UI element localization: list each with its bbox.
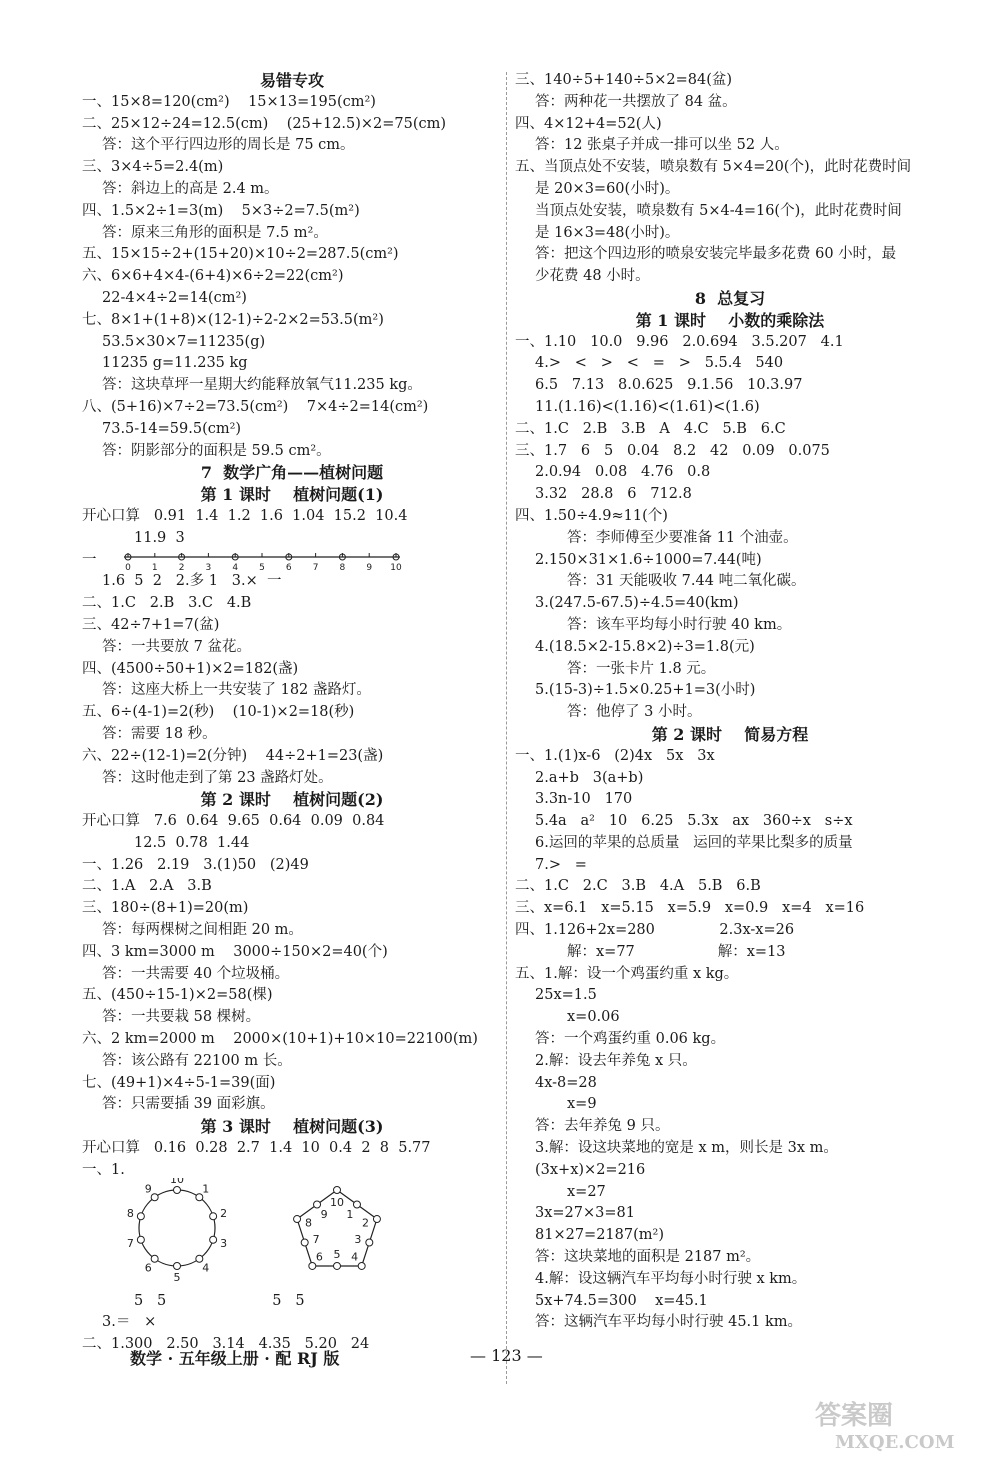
right-line: 答：把这个四边形的喷泉安装完毕最多花费 60 小时，最	[535, 246, 897, 263]
pentagon-label	[334, 1248, 341, 1261]
pentagon-label	[316, 1250, 323, 1263]
page-number: — 123 —	[470, 1346, 543, 1365]
right-line: x=9	[567, 1096, 597, 1113]
right-line: 答：他停了 3 小时。	[567, 704, 702, 721]
left-line: 三、180÷(8+1)=20(m)	[82, 900, 249, 917]
left-line: 易错专攻	[259, 71, 324, 90]
left-line: 答：斜边上的高是 2.4 m。	[102, 180, 279, 197]
circle-label	[145, 1261, 152, 1274]
circle-label	[202, 1261, 209, 1274]
circle-label	[127, 1206, 134, 1219]
right-line: 答：一张卡片 1.8 元。	[567, 660, 716, 677]
left-line: 五、15×15÷2+(15+20)×10÷2=287.5(cm²)	[82, 246, 399, 263]
circle-tree-marker	[174, 1186, 181, 1193]
left-line: 答：一共需要 40 个垃圾桶。	[102, 965, 290, 982]
left-line: 四、3 km=3000 m 3000÷150×2=40(个)	[82, 943, 388, 960]
right-line: 四、1.126+2x=280 2.3x-x=26	[515, 922, 795, 939]
right-line: 二、1.C 2.B 3.B A 4.C 5.B 6.C	[515, 420, 786, 437]
left-line: 答：这座大桥上一共安装了 182 盏路灯。	[102, 682, 371, 699]
right-line: 是 20×3=60(小时)。	[535, 180, 680, 197]
left-line: 七、(49+1)×4÷5-1=39(面)	[82, 1074, 276, 1091]
left-line: 答：原来三角形的面积是 7.5 m²。	[102, 224, 328, 241]
column-divider	[506, 72, 507, 1384]
circle-label	[127, 1237, 134, 1250]
left-line: 答：阴影部分的面积是 59.5 cm²。	[102, 442, 331, 459]
left-line: 7 数学广角——植树问题	[200, 463, 384, 483]
left-line: 六、6×6+4×4-(6+4)×6÷2=22(cm²)	[82, 268, 344, 285]
right-line: 5x+74.5=300 x=45.1	[535, 1292, 708, 1309]
left-line: 答：这时他走到了第 23 盏路灯处。	[102, 769, 333, 786]
right-line: 2.a+b 3(a+b)	[535, 769, 644, 786]
left-line: 一、15×8=120(cm²) 15×13=195(cm²)	[82, 93, 376, 110]
pentagon-label	[346, 1208, 353, 1221]
right-line: 3.32 28.8 6 712.8	[535, 486, 692, 503]
right-line: 四、1.50÷4.9≈11(个)	[515, 507, 668, 524]
book-title: 数学 · 五年级上册 · 配 RJ 版	[130, 1349, 340, 1368]
circle-tree-marker	[151, 1255, 158, 1262]
right-line: 5.4a a² 10 6.25 5.3x ax 360÷x s÷x	[535, 813, 853, 830]
left-line: 3.＝ ×	[102, 1314, 157, 1331]
circle-tree-marker	[174, 1262, 181, 1269]
left-line: 答：一共要放 7 盆花。	[102, 638, 251, 655]
left-line: 答：该公路有 22100 m 长。	[102, 1052, 292, 1069]
right-line: 当顶点处安装，喷泉数有 5×4-4=16(个)，此时花费时间	[535, 202, 902, 219]
right-line: 三、1.7 6 5 0.04 8.2 42 0.09 0.075	[515, 442, 830, 459]
right-line: 答：31 天能吸收 7.44 吨二氧化碳。	[567, 573, 806, 590]
circle-tree-marker	[137, 1212, 144, 1219]
right-line: 25x=1.5	[535, 987, 597, 1004]
left-line: 二、1.A 2.A 3.B	[82, 878, 212, 895]
circle-tree-marker	[137, 1236, 144, 1243]
pentagon-tree-marker	[334, 1186, 341, 1193]
right-line: 3.3n-10 170	[535, 791, 633, 808]
left-line: 六、22÷(12-1)=2(分钟) 44÷2+1=23(盏)	[82, 747, 384, 764]
right-column	[515, 70, 945, 1334]
right-line: 二、1.C 2.C 3.B 4.A 5.B 6.B	[515, 878, 761, 895]
right-line: 答：这辆汽车平均每小时行驶 45.1 km。	[535, 1314, 803, 1331]
pentagon-tree-marker	[353, 1201, 360, 1208]
right-line: 答：两种花一共摆放了 84 盆。	[535, 93, 737, 110]
watermark-brand: 答案圈	[815, 1401, 894, 1431]
tick-label	[366, 563, 372, 572]
right-line: 3x=27×3=81	[535, 1205, 635, 1222]
right-line: 三、x=6.1 x=5.15 x=5.9 x=0.9 x=4 x=16	[515, 900, 865, 917]
pentagon-label	[313, 1232, 320, 1245]
left-line: 答：一共要栽 58 棵树。	[102, 1009, 261, 1026]
right-line: x=27	[567, 1183, 606, 1200]
right-line: (3x+x)×2=216	[535, 1161, 646, 1178]
tick-label	[259, 563, 265, 572]
right-line: 6.运回的苹果的总质量 运回的苹果比梨多的质量	[535, 834, 853, 851]
circle-label	[220, 1237, 227, 1250]
figure-row	[82, 1182, 502, 1204]
right-line: 一、1.10 10.0 9.96 2.0.694 3.5.207 4.1	[515, 333, 844, 350]
right-line: 3.(247.5-67.5)÷4.5=40(km)	[535, 595, 739, 612]
right-line: 是 16×3=48(小时)。	[535, 224, 680, 241]
right-line: 第 2 课时 简易方程	[651, 724, 809, 744]
right-line: 4.解：设这辆汽车平均每小时行驶 x km。	[535, 1270, 807, 1287]
left-line: 答：需要 18 秒。	[102, 725, 217, 742]
pentagon-label	[354, 1232, 361, 1245]
left-line: 答：这块草坪一星期大约能释放氧气11.235 kg。	[102, 377, 422, 394]
left-line: 六、2 km=2000 m 2000×(10+1)+10×10=22100(m)	[82, 1031, 478, 1048]
tick-label	[179, 563, 185, 572]
right-line: 7.> =	[535, 856, 587, 873]
circle-label	[145, 1182, 152, 1195]
pentagon-tree-marker	[358, 1262, 365, 1269]
circle-label	[202, 1182, 209, 1195]
left-line: 第 3 课时 植树问题(3)	[200, 1117, 384, 1137]
right-line: 少花费 48 小时。	[535, 268, 650, 285]
tick-label	[313, 563, 319, 572]
left-line: 四、1.5×2÷1=3(m) 5×3÷2=7.5(m²)	[82, 202, 360, 219]
left-line: 第 2 课时 植树问题(2)	[200, 790, 384, 810]
left-line: 四、(4500÷50+1)×2=182(盏)	[82, 660, 299, 677]
right-line: 四、4×12+4=52(人)	[515, 115, 662, 132]
right-line: 8 总复习	[694, 288, 766, 308]
left-line: 一、1.26 2.19 3.(1)50 (2)49	[82, 856, 309, 873]
left-line: 三、42÷7+1=7(盆)	[82, 616, 220, 633]
pentagon-label	[305, 1216, 312, 1229]
number-line	[102, 550, 402, 572]
circle-tree-marker	[151, 1193, 158, 1200]
right-line: 81×27=2187(m²)	[535, 1227, 664, 1244]
left-column	[82, 70, 502, 1356]
right-line: 3.解：设这块菜地的宽是 x m，则长是 3x m。	[535, 1140, 838, 1157]
left-line: 73.5-14=59.5(cm²)	[102, 420, 242, 437]
right-line: 一、1.(1)x-6 (2)4x 5x 3x	[515, 747, 715, 764]
pentagon-label	[351, 1250, 358, 1263]
pentagon-tree-marker	[373, 1215, 380, 1222]
tick-label	[152, 563, 158, 572]
watermark-site: MXQE.COM	[835, 1432, 955, 1453]
page-footer	[0, 1342, 1000, 1372]
tree-figures	[112, 1178, 412, 1288]
circle-label	[170, 1178, 184, 1186]
circle-label	[174, 1271, 181, 1284]
right-line: 答：12 张桌子并成一排可以坐 52 人。	[535, 137, 789, 154]
right-line: 11.(1.16)<(1.16)<(1.61)<(1.6)	[535, 398, 760, 415]
left-line: 第 1 课时 植树问题(1)	[200, 485, 384, 505]
right-line: 2.解：设去年养兔 x 只。	[535, 1052, 697, 1069]
circle-label	[220, 1206, 227, 1219]
right-line: 4.(18.5×2-15.8×2)÷3=1.8(元)	[535, 638, 755, 655]
left-line: 七、8×1+(1+8)×(12-1)÷2-2×2=53.5(m²)	[82, 311, 384, 328]
right-line: 五、当顶点处不安装，喷泉数有 5×4=20(个)，此时花费时间	[515, 159, 912, 176]
left-line: 二、25×12÷24=12.5(cm) (25+12.5)×2=75(cm)	[82, 115, 447, 132]
left-line: 53.5×30×7=11235(g)	[102, 333, 266, 350]
right-line: 第 1 课时 小数的乘除法	[635, 310, 825, 330]
pentagon-tree-marker	[309, 1262, 316, 1269]
left-line: 答：这个平行四边形的周长是 75 cm。	[102, 137, 355, 154]
right-line: 4.> < > < = > 5.5.4 540	[535, 355, 784, 372]
tick-label	[232, 563, 238, 572]
right-line: 2.0.94 0.08 4.76 0.8	[535, 464, 711, 481]
left-line: 12.5 0.78 1.44	[134, 834, 250, 851]
right-line: 6.5 7.13 8.0.625 9.1.56 10.3.97	[535, 377, 803, 394]
right-line: 答：李师傅至少要准备 11 个油壶。	[567, 529, 798, 546]
pentagon-label	[362, 1216, 369, 1229]
right-line: 答：该车平均每小时行驶 40 km。	[567, 616, 792, 633]
tick-label	[340, 563, 346, 572]
right-line: x=0.06	[567, 1009, 620, 1026]
left-line: 五、6÷(4-1)=2(秒) (10-1)×2=18(秒)	[82, 704, 355, 721]
pentagon-label	[321, 1208, 328, 1221]
pentagon-tree-marker	[314, 1201, 321, 1208]
left-line: 八、(5+16)×7÷2=73.5(cm²) 7×4÷2=14(cm²)	[82, 398, 429, 415]
left-line: 5 5 5 5	[134, 1292, 305, 1309]
left-line: 11235 g=11.235 kg	[102, 355, 248, 372]
left-line: 五、(450÷15-1)×2=58(棵)	[82, 987, 273, 1004]
left-line: 22-4×4÷2=14(cm²)	[102, 289, 247, 306]
right-line: 答：去年养兔 9 只。	[535, 1118, 670, 1135]
tick-label	[286, 563, 292, 572]
left-line: 开心口算 0.91 1.4 1.2 1.6 1.04 15.2 10.4	[82, 507, 408, 524]
pentagon-tree-marker	[294, 1215, 301, 1222]
left-line: 开心口算 0.16 0.28 2.7 1.4 10 0.4 2 8 5.77	[82, 1140, 431, 1157]
left-line: 二、1.C 2.B 3.C 4.B	[82, 595, 252, 612]
left-line: 答：只需要插 39 面彩旗。	[102, 1096, 275, 1113]
left-line: 一、1.	[82, 1161, 125, 1178]
right-line: 五、1.解：设一个鸡蛋约重 x kg。	[515, 965, 739, 982]
left-line: 1.6 5 2 2.多 1 3.× 一	[102, 573, 282, 590]
right-line: 2.150×31×1.6÷1000=7.44(吨)	[535, 551, 762, 568]
pentagon-tree-marker	[366, 1239, 373, 1246]
right-line: 4x-8=28	[535, 1074, 597, 1091]
left-line: 三、3×4÷5=2.4(m)	[82, 159, 224, 176]
tick-label	[125, 563, 131, 572]
left-line: 二、1.300 2.50 3.14 4.35 5.20 24	[82, 1336, 370, 1353]
circle-tree-marker	[210, 1236, 217, 1243]
pentagon-label	[330, 1196, 344, 1209]
right-line: 解：x=77 解：x=13	[567, 943, 786, 960]
left-line: 11.9 3	[134, 529, 185, 546]
left-line: 答：每两棵树之间相距 20 m。	[102, 922, 303, 939]
pentagon-tree-marker	[301, 1239, 308, 1246]
circle-tree-marker	[210, 1212, 217, 1219]
right-line: 5.(15-3)÷1.5×0.25+1=3(小时)	[535, 682, 756, 699]
tick-label	[206, 563, 212, 572]
right-line: 答：一个鸡蛋约重 0.06 kg。	[535, 1031, 726, 1048]
number-line-row: 一	[82, 550, 502, 572]
tick-label	[390, 563, 402, 572]
right-line: 三、140÷5+140÷5×2=84(盆)	[515, 72, 733, 88]
left-line: 开心口算 7.6 0.64 9.65 0.64 0.09 0.84	[82, 813, 385, 830]
right-line: 答：这块菜地的面积是 2187 m²。	[535, 1249, 761, 1266]
pentagon-tree-marker	[334, 1262, 341, 1269]
